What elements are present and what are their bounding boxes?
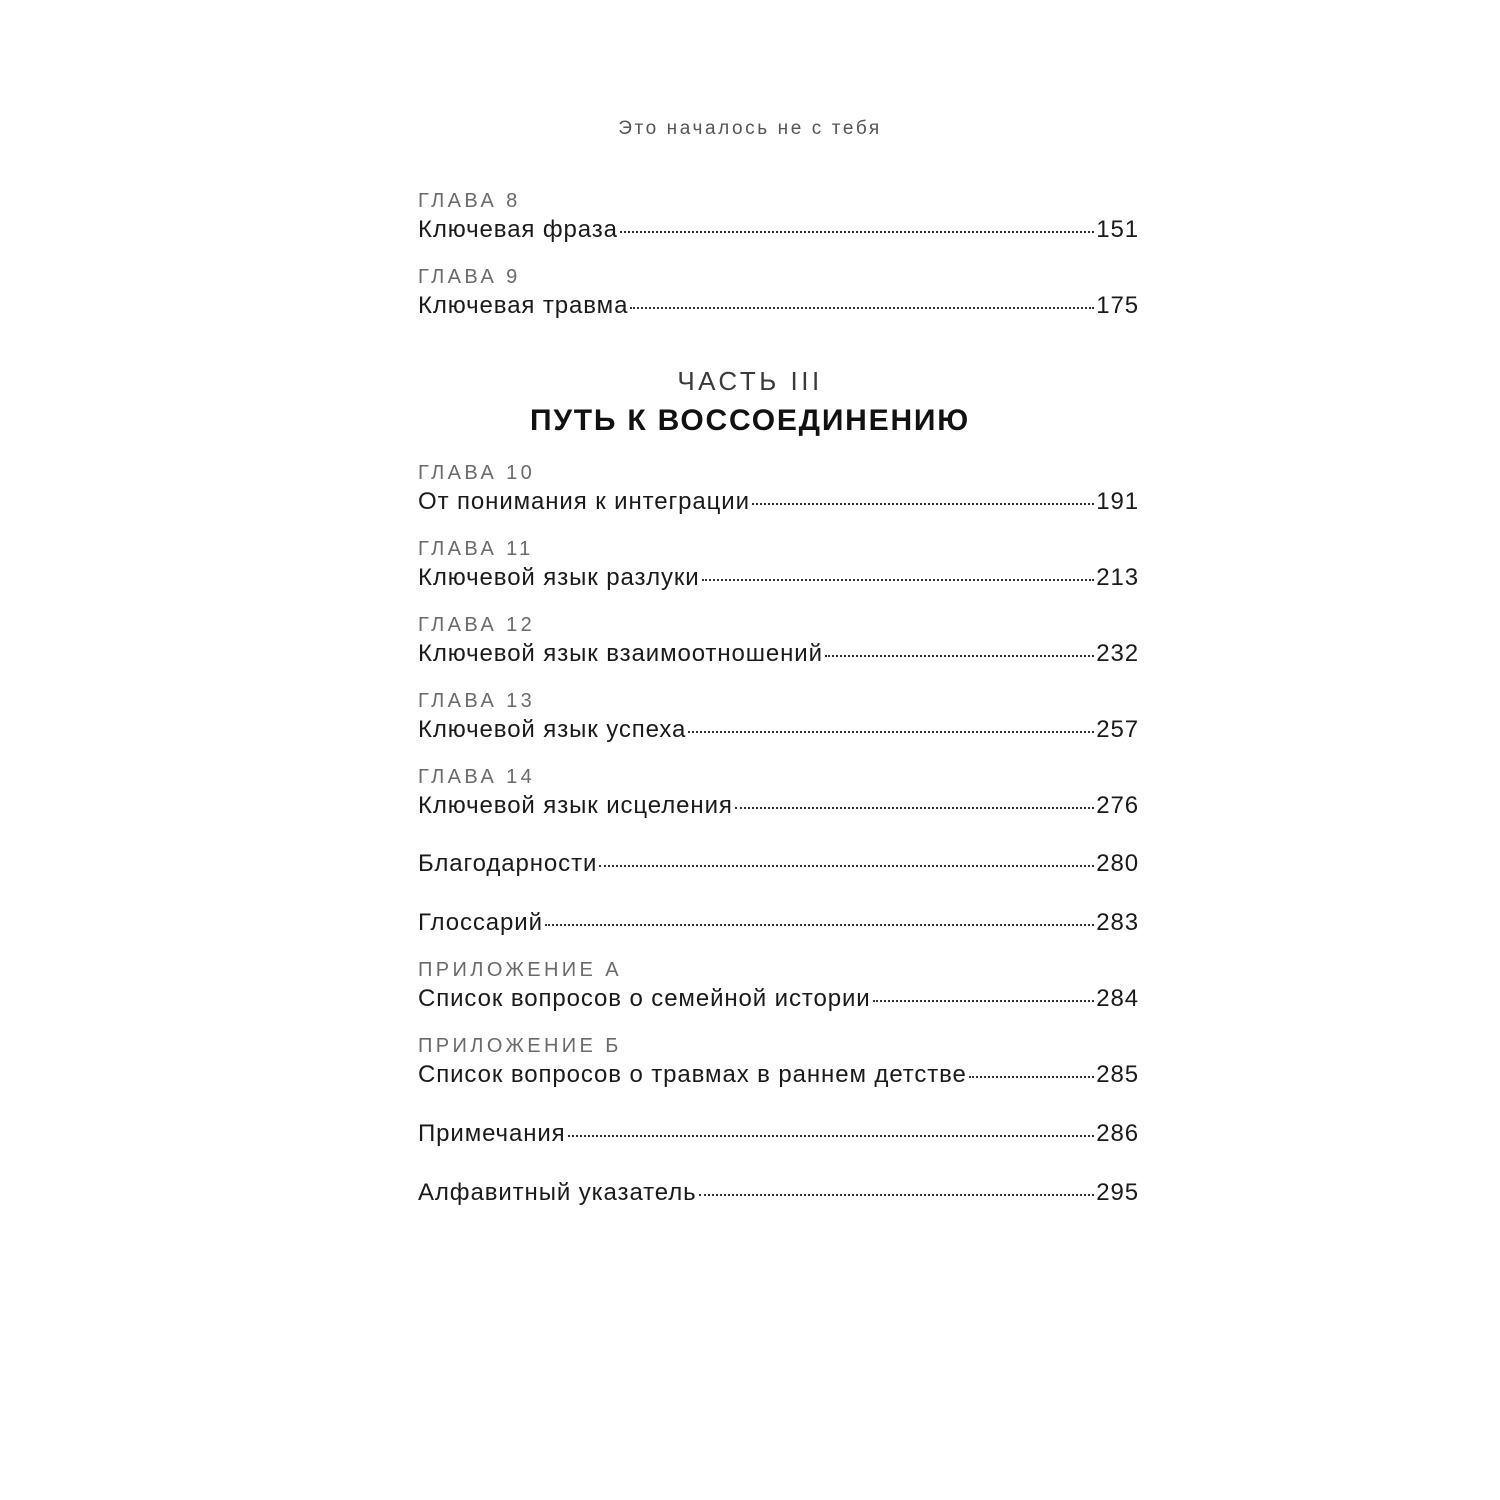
dot-leader bbox=[699, 1192, 1095, 1196]
entry-page-number: 232 bbox=[1096, 640, 1139, 667]
entry-page-number: 280 bbox=[1096, 850, 1139, 877]
toc-entry-appendix-b[interactable] bbox=[418, 1033, 1139, 1091]
entry-title: Ключевой язык взаимоотношений bbox=[418, 640, 823, 667]
dot-leader bbox=[735, 805, 1094, 809]
entry-line bbox=[418, 714, 1139, 746]
entry-page-number: 284 bbox=[1096, 985, 1139, 1012]
entry-line bbox=[418, 1177, 1139, 1209]
entry-line bbox=[418, 983, 1139, 1015]
entry-label: ГЛАВА 8 bbox=[418, 190, 521, 212]
entry-page-number: 151 bbox=[1096, 216, 1139, 243]
dot-leader bbox=[702, 577, 1095, 581]
entry-page-number: 175 bbox=[1096, 292, 1139, 319]
entry-line bbox=[418, 848, 1139, 880]
dot-leader bbox=[599, 863, 1094, 867]
entry-page-number: 295 bbox=[1096, 1179, 1139, 1206]
entry-label: ГЛАВА 14 bbox=[418, 766, 536, 788]
dot-leader bbox=[969, 1074, 1094, 1078]
entry-line bbox=[418, 486, 1139, 518]
entry-title: Алфавитный указатель bbox=[418, 1179, 697, 1206]
entry-label: ГЛАВА 9 bbox=[418, 266, 521, 288]
entry-line bbox=[418, 790, 1139, 822]
toc-entry-chapter-10[interactable] bbox=[418, 460, 1139, 518]
entry-page-number: 283 bbox=[1096, 909, 1139, 936]
entry-label: ГЛАВА 11 bbox=[418, 538, 534, 560]
toc-entry-chapter-8[interactable] bbox=[418, 188, 1139, 246]
entry-title: Список вопросов о травмах в раннем детстве bbox=[418, 1061, 967, 1088]
dot-leader bbox=[873, 998, 1095, 1002]
entry-label: ГЛАВА 10 bbox=[418, 462, 536, 484]
entry-line bbox=[418, 562, 1139, 594]
toc-entry-notes[interactable] bbox=[418, 1118, 1139, 1150]
dot-leader bbox=[630, 305, 1094, 309]
toc-entry-chapter-9[interactable] bbox=[418, 264, 1139, 322]
entry-line bbox=[418, 1059, 1139, 1091]
entry-title: Примечания bbox=[418, 1120, 566, 1147]
entry-title: Ключевой язык разлуки bbox=[418, 564, 700, 591]
entry-title: Ключевая травма bbox=[418, 292, 629, 319]
entry-title: Ключевая фраза bbox=[418, 216, 618, 243]
dot-leader bbox=[545, 922, 1094, 926]
entry-line bbox=[418, 290, 1139, 322]
toc-entry-index[interactable] bbox=[418, 1177, 1139, 1209]
part-label: ЧАСТЬ III bbox=[677, 366, 823, 396]
toc-entry-appendix-a[interactable] bbox=[418, 957, 1139, 1015]
dot-leader bbox=[688, 729, 1094, 733]
entry-title: От понимания к интеграции bbox=[418, 488, 750, 515]
entry-line bbox=[418, 1118, 1139, 1150]
entry-page-number: 276 bbox=[1096, 792, 1139, 819]
entry-label: ПРИЛОЖЕНИЕ Б bbox=[418, 1035, 622, 1057]
entry-label: ПРИЛОЖЕНИЕ А bbox=[418, 959, 622, 981]
part-title: ПУТЬ К ВОССОЕДИНЕНИЮ bbox=[529, 404, 971, 437]
entry-line bbox=[418, 907, 1139, 939]
entry-title: Список вопросов о семейной истории bbox=[418, 985, 871, 1012]
running-head: Это началось не с тебя bbox=[618, 118, 882, 139]
entry-page-number: 191 bbox=[1096, 488, 1139, 515]
entry-page-number: 286 bbox=[1096, 1120, 1139, 1147]
entry-page-number: 213 bbox=[1096, 564, 1139, 591]
toc-entry-acknowledgements[interactable] bbox=[418, 848, 1139, 880]
entry-page-number: 257 bbox=[1096, 716, 1139, 743]
toc-entry-chapter-11[interactable] bbox=[418, 536, 1139, 594]
entry-page-number: 285 bbox=[1096, 1061, 1139, 1088]
dot-leader bbox=[752, 501, 1094, 505]
entry-title: Ключевой язык исцеления bbox=[418, 792, 733, 819]
entry-label: ГЛАВА 13 bbox=[418, 690, 536, 712]
dot-leader bbox=[568, 1133, 1095, 1137]
entry-label: ГЛАВА 12 bbox=[418, 614, 536, 636]
entry-title: Благодарности bbox=[418, 850, 598, 877]
toc-entry-chapter-12[interactable] bbox=[418, 612, 1139, 670]
toc-entry-glossary[interactable] bbox=[418, 907, 1139, 939]
toc-entry-chapter-14[interactable] bbox=[418, 764, 1139, 822]
entry-line bbox=[418, 638, 1139, 670]
entry-title: Ключевой язык успеха bbox=[418, 716, 687, 743]
toc-entry-chapter-13[interactable] bbox=[418, 688, 1139, 746]
dot-leader bbox=[825, 653, 1094, 657]
entry-line bbox=[418, 214, 1139, 246]
entry-title: Глоссарий bbox=[418, 909, 543, 936]
dot-leader bbox=[620, 229, 1094, 233]
